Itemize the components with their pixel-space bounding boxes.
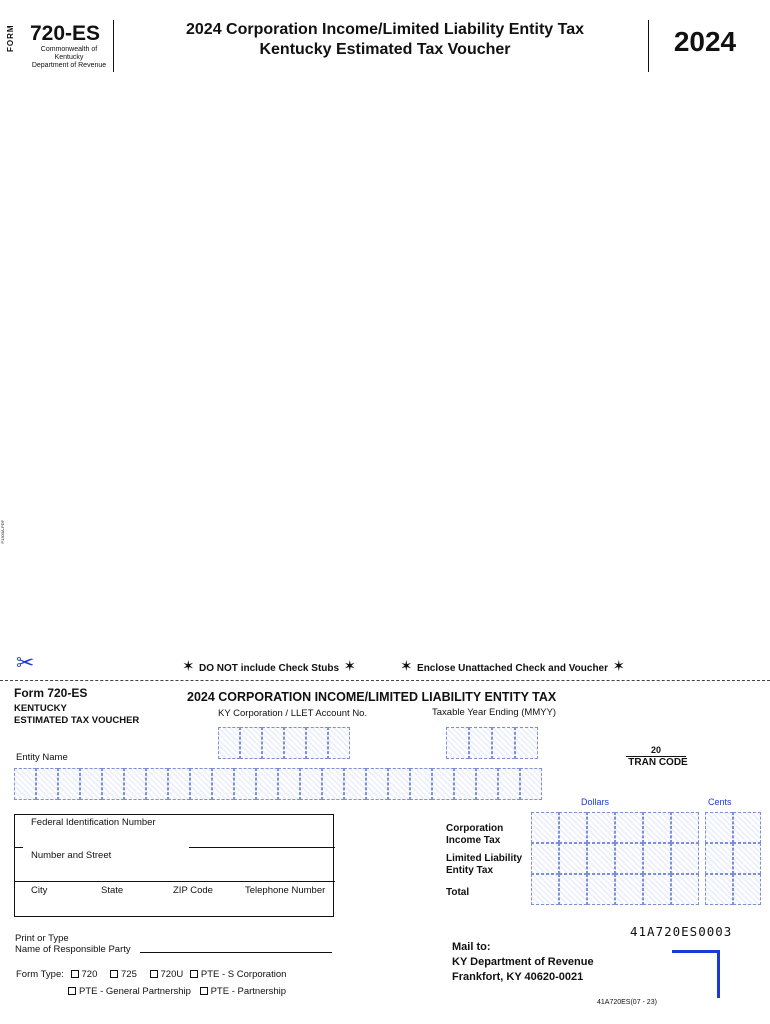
fein-label: Federal Identification Number — [31, 817, 156, 828]
checkbox-725[interactable] — [110, 970, 118, 978]
address-box — [14, 814, 334, 917]
responsible-party-name-label: Name of Responsible Party — [15, 944, 131, 955]
fein-underline — [189, 847, 335, 848]
star-icon: ✶ — [400, 658, 413, 675]
amount-digit-box[interactable] — [531, 812, 559, 843]
star-icon: ✶ — [612, 658, 626, 675]
account-digit-box[interactable] — [284, 727, 306, 759]
kentucky-label: KENTUCKY — [14, 703, 67, 714]
year-digit-box[interactable] — [446, 727, 469, 759]
entity-char-box[interactable] — [36, 768, 58, 800]
cents-label: Cents — [708, 797, 732, 807]
entity-char-box[interactable] — [344, 768, 366, 800]
amount-digit-box[interactable] — [587, 874, 615, 905]
dollars-label: Dollars — [581, 797, 610, 807]
account-digit-box[interactable] — [218, 727, 240, 759]
amount-digit-box[interactable] — [559, 874, 587, 905]
entity-char-box[interactable] — [102, 768, 124, 800]
agency-line-1: Commonwealth of Kentucky — [40, 46, 98, 61]
entity-char-box[interactable] — [410, 768, 432, 800]
form-type-725-label: 725 — [121, 969, 137, 980]
stub-note-left — [182, 658, 356, 677]
total-label: Total — [446, 887, 470, 898]
scissors-icon: ✂ — [16, 650, 35, 675]
state-label: State — [101, 885, 124, 896]
form-type-720-label: 720 — [81, 969, 98, 980]
voucher-title: 2024 CORPORATION INCOME/LIMITED LIABILITY ENTITY TAX — [187, 690, 557, 704]
voucher-subtitle — [14, 703, 139, 727]
agency-line-2: Department of Revenue — [31, 62, 107, 69]
cents-digit-box[interactable] — [705, 843, 733, 874]
page-title — [120, 20, 650, 60]
entity-char-box[interactable] — [454, 768, 476, 800]
entity-char-box[interactable] — [300, 768, 322, 800]
llet-label-line-2: Entity Tax — [446, 865, 494, 876]
fein-underline-left — [15, 847, 23, 848]
checkbox-720[interactable] — [71, 970, 79, 978]
city-label: City — [31, 885, 48, 896]
checkbox-pte-general-partnership[interactable] — [68, 987, 76, 995]
mail-address-line-1: KY Department of Revenue — [452, 956, 594, 968]
entity-char-box[interactable] — [498, 768, 520, 800]
amount-digit-box[interactable] — [643, 874, 671, 905]
llet-amount-input[interactable] — [531, 843, 761, 874]
entity-name-input[interactable] — [14, 768, 542, 800]
taxable-year-label: Taxable Year Ending (MMYY) — [432, 707, 557, 718]
form-type-row-2 — [68, 985, 286, 999]
title-line-2: Kentucky Estimated Tax Voucher — [259, 41, 511, 58]
entity-char-box[interactable] — [388, 768, 410, 800]
responsible-party-label — [15, 933, 131, 955]
corp-income-label-line-2: Income Tax — [446, 835, 501, 846]
entity-char-box[interactable] — [190, 768, 212, 800]
cents-digit-box[interactable] — [733, 843, 761, 874]
cents-digit-box[interactable] — [733, 874, 761, 905]
header-divider-right — [648, 20, 649, 72]
cents-digit-box[interactable] — [705, 874, 733, 905]
form-word-vertical: FORM — [6, 24, 15, 52]
tran-code-value: 20 — [626, 745, 686, 757]
revision-code: 41A720ES(07 - 23) — [597, 999, 657, 1006]
account-digit-box[interactable] — [262, 727, 284, 759]
amount-digit-box[interactable] — [587, 843, 615, 874]
total-amount-input[interactable] — [531, 874, 761, 905]
llet-label-line-1: Limited Liability — [446, 853, 523, 864]
entity-char-box[interactable] — [80, 768, 102, 800]
checkbox-720u[interactable] — [150, 970, 158, 978]
taxable-year-input[interactable] — [446, 727, 538, 759]
side-print-code: P1300A-PDF — [0, 520, 5, 544]
checkbox-pte-partnership[interactable] — [200, 987, 208, 995]
entity-char-box[interactable] — [256, 768, 278, 800]
cents-digit-box[interactable] — [705, 812, 733, 843]
year-digit-box[interactable] — [515, 727, 538, 759]
amount-digit-box[interactable] — [615, 843, 643, 874]
checkbox-pte-s-corp[interactable] — [190, 970, 198, 978]
corp-income-amount-input[interactable] — [531, 812, 761, 843]
agency-name — [28, 46, 110, 70]
phone-label: Telephone Number — [245, 885, 326, 896]
form-type-pte-s-corp-label: PTE - S Corporation — [200, 969, 287, 980]
form-type-pte-partnership-label: PTE - Partnership — [210, 986, 287, 997]
print-or-type-label: Print or Type — [15, 933, 69, 944]
enclose-check-note: Enclose Unattached Check and Voucher — [417, 663, 609, 674]
cut-line — [0, 680, 770, 681]
amount-digit-box[interactable] — [559, 843, 587, 874]
year-digit-box[interactable] — [492, 727, 515, 759]
mail-to-block — [452, 940, 594, 985]
entity-name-label: Entity Name — [16, 752, 68, 763]
estimated-voucher-label: ESTIMATED TAX VOUCHER — [14, 715, 140, 726]
form-type-720u-label: 720U — [160, 969, 184, 980]
star-icon: ✶ — [343, 658, 357, 675]
entity-char-box[interactable] — [58, 768, 80, 800]
form-type-label: Form Type: — [16, 969, 64, 980]
voucher-form-label: Form 720-ES — [14, 686, 88, 700]
entity-char-box[interactable] — [168, 768, 190, 800]
form-number: 720-ES — [30, 22, 101, 45]
amount-digit-box[interactable] — [587, 812, 615, 843]
amount-digit-box[interactable] — [643, 843, 671, 874]
entity-char-box[interactable] — [14, 768, 36, 800]
mail-to-label: Mail to: — [452, 941, 491, 953]
star-icon: ✶ — [182, 658, 195, 675]
amount-digit-box[interactable] — [643, 812, 671, 843]
entity-char-box[interactable] — [278, 768, 300, 800]
account-number-label: KY Corporation / LLET Account No. — [218, 708, 368, 719]
entity-char-box[interactable] — [366, 768, 388, 800]
entity-char-box[interactable] — [234, 768, 256, 800]
form-type-pte-gp-label: PTE - General Partnership — [79, 986, 191, 997]
stub-note-right — [400, 658, 625, 677]
tax-year: 2024 — [673, 26, 737, 57]
title-line-1: 2024 Corporation Income/Limited Liability Entity Tax — [186, 21, 584, 38]
amount-digit-box[interactable] — [615, 812, 643, 843]
responsible-party-input[interactable] — [140, 952, 332, 953]
header-divider-left — [113, 20, 114, 72]
entity-char-box[interactable] — [146, 768, 168, 800]
entity-char-box[interactable] — [124, 768, 146, 800]
amount-digit-box[interactable] — [559, 812, 587, 843]
amount-digit-box[interactable] — [531, 874, 559, 905]
corp-income-label-line-1: Corporation — [446, 823, 504, 834]
scan-code: 41A720ES0003 — [630, 924, 733, 939]
account-digit-box[interactable] — [306, 727, 328, 759]
zip-label: ZIP Code — [173, 885, 213, 896]
amount-digit-box[interactable] — [531, 843, 559, 874]
entity-char-box[interactable] — [322, 768, 344, 800]
entity-char-box[interactable] — [212, 768, 234, 800]
street-underline — [15, 881, 335, 882]
entity-char-box[interactable] — [520, 768, 542, 800]
form-type-row-1 — [16, 968, 286, 982]
scan-corner-mark — [672, 950, 720, 998]
corp-income-tax-label — [446, 823, 503, 847]
amount-digit-box[interactable] — [671, 843, 699, 874]
amount-digit-box[interactable] — [671, 812, 699, 843]
amount-digit-box[interactable] — [671, 874, 699, 905]
street-label: Number and Street — [31, 850, 112, 861]
amount-digit-box[interactable] — [615, 874, 643, 905]
account-digit-box[interactable] — [240, 727, 262, 759]
account-digit-box[interactable] — [328, 727, 350, 759]
no-check-stubs-note: DO NOT include Check Stubs — [199, 663, 340, 674]
account-number-input[interactable] — [218, 727, 350, 759]
cents-digit-box[interactable] — [733, 812, 761, 843]
tran-code-label: TRAN CODE — [628, 757, 688, 768]
llet-label — [446, 853, 522, 877]
year-digit-box[interactable] — [469, 727, 492, 759]
mail-address-line-2: Frankfort, KY 40620-0021 — [452, 971, 584, 983]
entity-char-box[interactable] — [432, 768, 454, 800]
entity-char-box[interactable] — [476, 768, 498, 800]
